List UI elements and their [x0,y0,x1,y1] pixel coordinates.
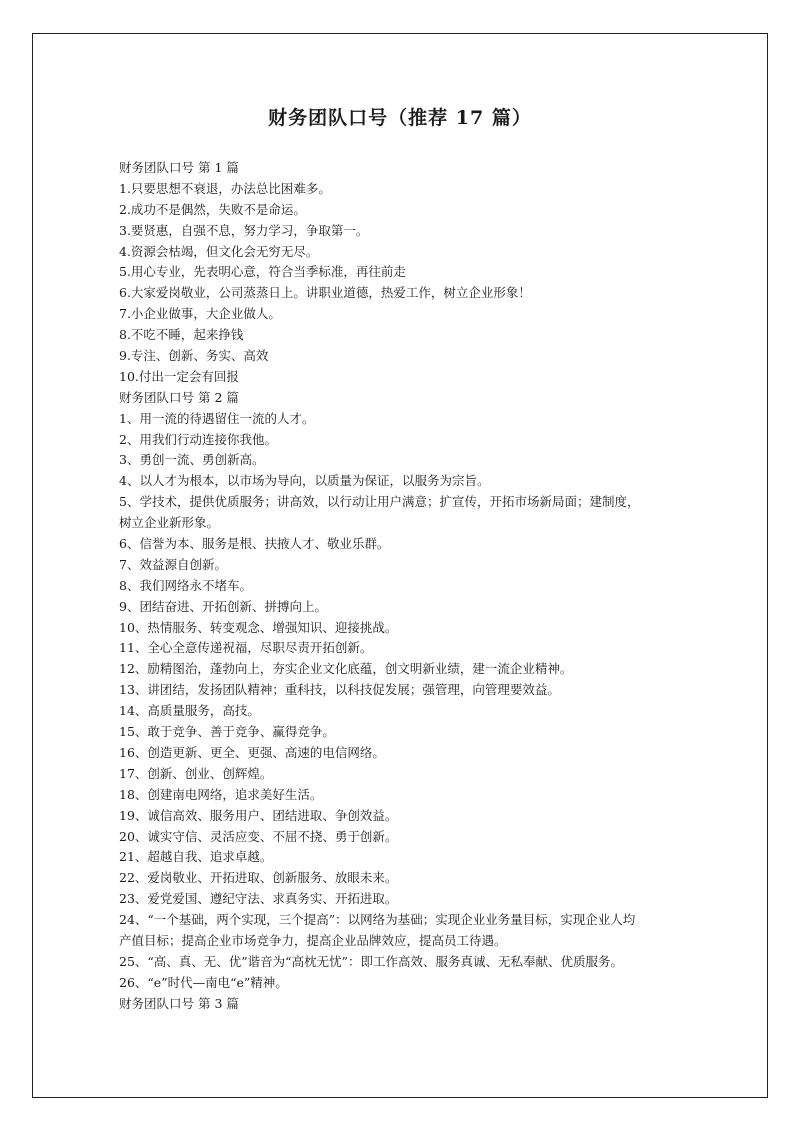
list-item: 4、以人才为根本，以市场为导向，以质量为保证，以服务为宗旨。 [119,473,490,489]
list-item: 15、敢于竞争、善于竞争、赢得竞争。 [119,724,335,740]
list-item: 2、用我们行动连接你我他。 [119,431,277,447]
list-item: 3、勇创一流、勇创新高。 [119,452,265,468]
list-item: 5.用心专业，先表明心意，符合当季标准，再往前走 [119,264,406,280]
document-title: 财务团队口号（推荐 17 篇） [268,107,532,129]
list-item: 26、“e”时代—南电“e”精神。 [119,974,288,990]
list-item: 6.大家爱岗敬业，公司蒸蒸日上。讲职业道德，热爱工作，树立企业形象！ [119,285,531,301]
list-item: 20、诚实守信、灵活应变、不屈不挠、勇于创新。 [119,828,398,844]
list-item: 8、我们网络永不堵车。 [119,577,252,593]
list-item: 16、创造更新、更全、更强、高速的电信网络。 [119,744,385,760]
list-item: 1、用一流的待遇留住一流的人才。 [119,410,315,426]
list-item: 21、超越自我、追求卓越。 [119,849,273,865]
list-item: 17、创新、创业、创辉煌。 [119,765,273,781]
list-item: 4.资源会枯竭，但文化会无穷无尽。 [119,243,319,259]
section-heading: 财务团队口号 第 1 篇 [119,160,239,175]
list-item: 24、“一个基础，两个实现，三个提高”：以网络为基础；实现企业业务量目标，实现企业人均 [119,912,636,928]
list-item: 12、励精图治，蓬勃向上，夯实企业文化底蕴，创文明新业绩，建一流企业精神。 [119,661,573,677]
list-item: 2.成功不是偶然，失败不是命运。 [119,201,306,217]
list-item: 10、热情服务、转变观念、增强知识、迎接挑战。 [119,619,398,635]
list-item: 22、爱岗敬业、开拓进取、创新服务、放眼未来。 [119,870,398,886]
list-item: 19、诚信高效、服务用户、团结进取、争创效益。 [119,807,398,823]
list-item: 7.小企业做事，大企业做人。 [119,306,281,322]
list-item: 1.只要思想不衰退，办法总比困难多。 [119,180,331,196]
list-item: 25、“高、真、无、优”谐音为“高枕无忧”：即工作高效、服务真诚、无私奉献、优质服务。 [119,953,623,969]
list-item: 产值目标；提高企业市场竞争力，提高企业品牌效应，提高员工待遇。 [119,932,507,948]
list-item: 13、讲团结，发扬团队精神；重科技，以科技促发展；强管理，向管理要效益。 [119,682,560,698]
list-item: 9.专注、创新、务实、高效 [119,348,269,364]
list-item: 9、团结奋进、开拓创新、拼搏向上。 [119,598,327,614]
list-item: 11、全心全意传递祝福，尽职尽责开拓创新。 [119,640,373,656]
list-item: 7、效益源自创新。 [119,556,227,572]
list-item: 3.要贤惠，自强不息，努力学习，争取第一。 [119,222,369,238]
section-heading: 财务团队口号 第 3 篇 [119,995,239,1011]
list-item: 8.不吃不睡，起来挣钱 [119,327,244,343]
list-item: 14、高质量服务，高技。 [119,703,260,719]
list-item: 6、信誉为本、服务是根、扶掖人才、敬业乐群。 [119,536,390,552]
list-item: 5、学技术，提供优质服务；讲高效，以行动让用户满意；扩宣传，开拓市场新局面；建制度， [119,494,640,510]
list-item: 18、创建南电网络，追求美好生活。 [119,786,323,802]
document-body [119,158,689,1015]
list-item: 树立企业新形象。 [119,515,220,531]
list-item: 23、爱党爱国、遵纪守法、求真务实、开拓进取。 [119,891,398,907]
list-item: 10.付出一定会有回报 [119,368,239,384]
section-heading: 财务团队口号 第 2 篇 [119,389,239,405]
